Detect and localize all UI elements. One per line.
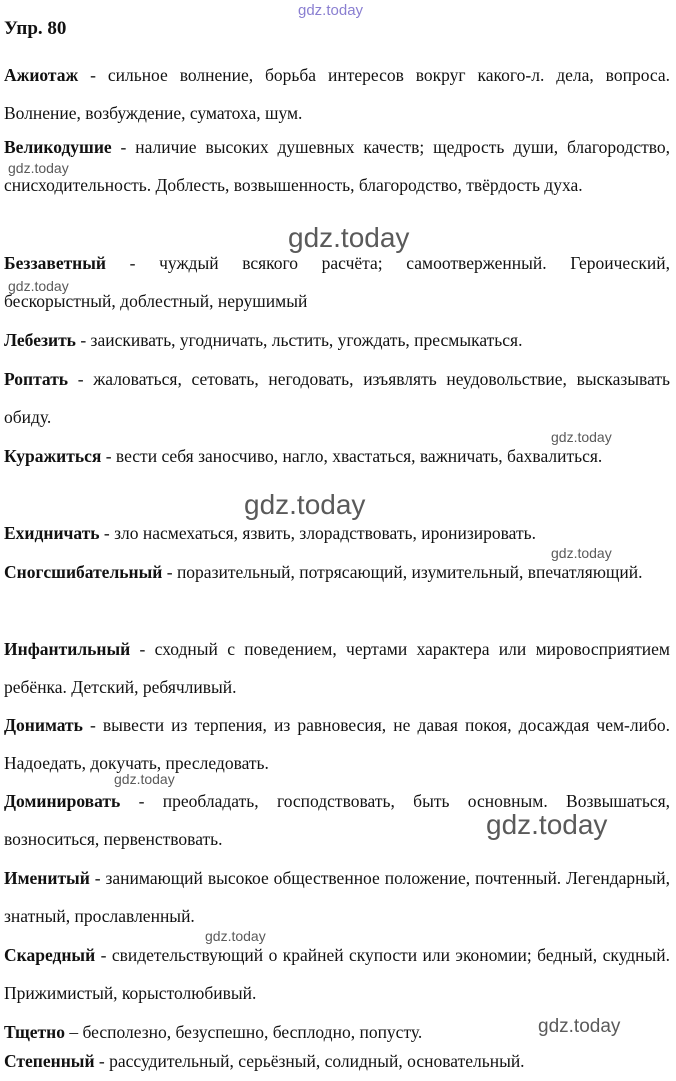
exercise-title: Упр. 80 (4, 18, 67, 39)
entry-separator: - (130, 639, 155, 659)
watermark: gdz.today (551, 545, 612, 561)
entry-definition: сходный с поведением, чертами характера или мировосприятием ребёнка. Детский, ребячливый. (4, 639, 670, 697)
entry-separator: - (99, 523, 115, 543)
entry-imeniity (4, 860, 670, 935)
entry-term: Беззаветный (4, 253, 107, 273)
entry-separator: - (162, 562, 177, 582)
entry-separator: - (95, 945, 112, 965)
entry-term: Лебезить (4, 330, 76, 350)
entry-term: Тщетно (4, 1022, 65, 1042)
entry-term: Именитый (4, 868, 90, 888)
entry-definition: чуждый всякого расчёта; самоотверженный. Героический, бескорыстный, доблестный, нерушимый (4, 253, 671, 311)
entry-definition: вести себя заносчиво, нагло, хвастаться, важничать, бахвалиться. (115, 446, 603, 466)
entry-definition: свидетельствующий о крайней скупости или экономии; бедный, скудный. Прижимистый, корыстолюбивый. (4, 945, 671, 1003)
entry-separator: - (78, 65, 108, 85)
entry-term: Ажиотаж (4, 65, 79, 85)
entry-definition: занимающий высокое общественное положение, почтенный. Легендарный, знатный, прославленный. (4, 868, 670, 926)
entry-term: Инфантильный (4, 639, 131, 659)
entry-term: Донимать (4, 715, 83, 735)
entry-separator: - (101, 446, 116, 466)
entry-separator: - (94, 1051, 110, 1071)
entry-definition: жаловаться, сетовать, негодовать, изъявлять неудовольствие, высказывать обиду. (4, 369, 671, 427)
entry-separator: - (120, 791, 163, 811)
entry-term: Сногсшибательный (4, 562, 163, 582)
entry-term: Степенный (4, 1051, 95, 1071)
entry-infantilny (4, 631, 670, 706)
entry-separator: – (64, 1022, 83, 1042)
entry-separator: - (89, 868, 106, 888)
entry-term: Доминировать (4, 791, 121, 811)
watermark: gdz.today (551, 429, 612, 445)
entry-lebezit (4, 322, 670, 360)
entry-separator: - (106, 253, 160, 273)
entry-definition: вывести из терпения, из равновесия, не давая покоя, досаждая чем-либо. Надоедать, докучать, преследовать. (4, 715, 671, 773)
entry-donimat (4, 707, 670, 782)
entry-separator: - (68, 369, 94, 389)
entry-separator: - (82, 715, 103, 735)
entry-separator: - (111, 137, 136, 157)
entry-skaredny (4, 937, 670, 1012)
watermark: gdz.today (298, 2, 364, 19)
watermark: gdz.today (8, 278, 69, 294)
watermark: gdz.today (538, 1016, 621, 1037)
entry-azhiotazh (4, 57, 670, 132)
watermark: gdz.today (288, 222, 410, 253)
watermark: gdz.today (486, 809, 608, 840)
entry-definition: преобладать, господствовать, быть основным. Возвышаться, возноситься, первенствовать. (4, 791, 671, 849)
entry-velikodushie (4, 129, 670, 204)
entry-term: Великодушие (4, 137, 112, 157)
watermark: gdz.today (114, 771, 175, 787)
entry-separator: - (75, 330, 91, 350)
entry-roptat (4, 361, 670, 436)
entry-term: Скаредный (4, 945, 96, 965)
entry-stepenny (4, 1043, 670, 1081)
entry-definition: зло насмехаться, язвить, злорадствовать, иронизировать. (114, 523, 536, 543)
watermark: gdz.today (205, 928, 266, 944)
entry-definition: заискивать, угодничать, льстить, угождать, пресмыкаться. (90, 330, 523, 350)
watermark: gdz.today (8, 160, 69, 176)
entry-definition: сильное волнение, борьба интересов вокруг какого-л. дела, вопроса. Волнение, возбуждение, суматоха, шум. (4, 65, 671, 123)
entry-definition: поразительный, потрясающий, изумительный, впечатляющий. (176, 562, 643, 582)
entry-definition: бесполезно, безуспешно, бесплодно, попусту. (82, 1022, 423, 1042)
entry-bezzavetny (4, 245, 670, 320)
entry-term: Ехидничать (4, 523, 100, 543)
entry-term: Роптать (4, 369, 69, 389)
entry-definition: рассудительный, серьёзный, солидный, основательный. (109, 1051, 525, 1071)
watermark: gdz.today (244, 489, 366, 520)
entry-definition: наличие высоких душевных качеств; щедрость души, благородство, снисходительность. Доблесть, возвышенность, благородство, твёрдость духа. (4, 137, 671, 195)
entry-term: Куражиться (4, 446, 102, 466)
